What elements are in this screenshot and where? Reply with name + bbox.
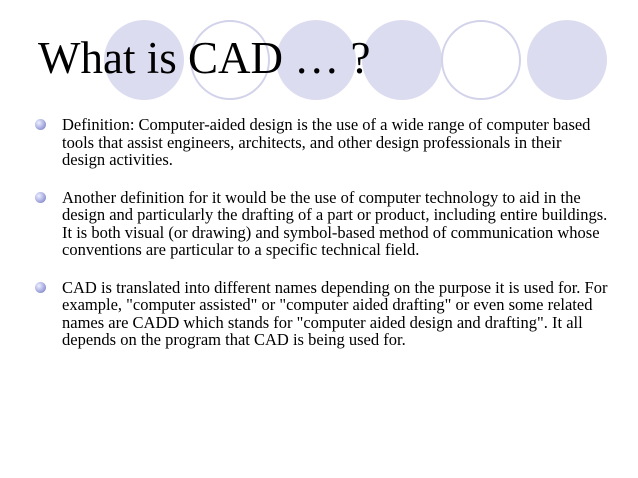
bullet-text: Definition: Computer-aided design is the use of a wide range of computer based tools that assist engineers, architects, and other design professionals in their design activities. <box>62 115 591 169</box>
slide-title: What is CAD … ? <box>38 33 371 83</box>
decorative-circle-6 <box>527 20 607 100</box>
bullet-item-another-definition <box>0 189 638 259</box>
bullet-item-definition <box>0 116 638 169</box>
bullet-text: CAD is translated into different names depending on the purpose it is used for. For example, "computer assisted" or "computer aided drafting" or even some related names are CADD which stands for "computer aided design and drafting". It all depends on the program that CAD is being used for. <box>62 277 608 349</box>
bullet-dot-icon <box>35 119 46 130</box>
decorative-circle-4 <box>362 20 442 100</box>
bullet-item-names <box>0 279 638 349</box>
decorative-circle-5 <box>441 20 521 100</box>
bullet-text: Another definition for it would be the use of computer technology to aid in the design and particularly the drafting of a part or product, including entire buildings. It is both visual (or drawing) and symbol-based method of communication whose conventions are particular to a specific technical field. <box>62 187 608 259</box>
bullet-dot-icon <box>35 282 46 293</box>
bullet-dot-icon <box>35 192 46 203</box>
bullet-list <box>0 116 638 369</box>
